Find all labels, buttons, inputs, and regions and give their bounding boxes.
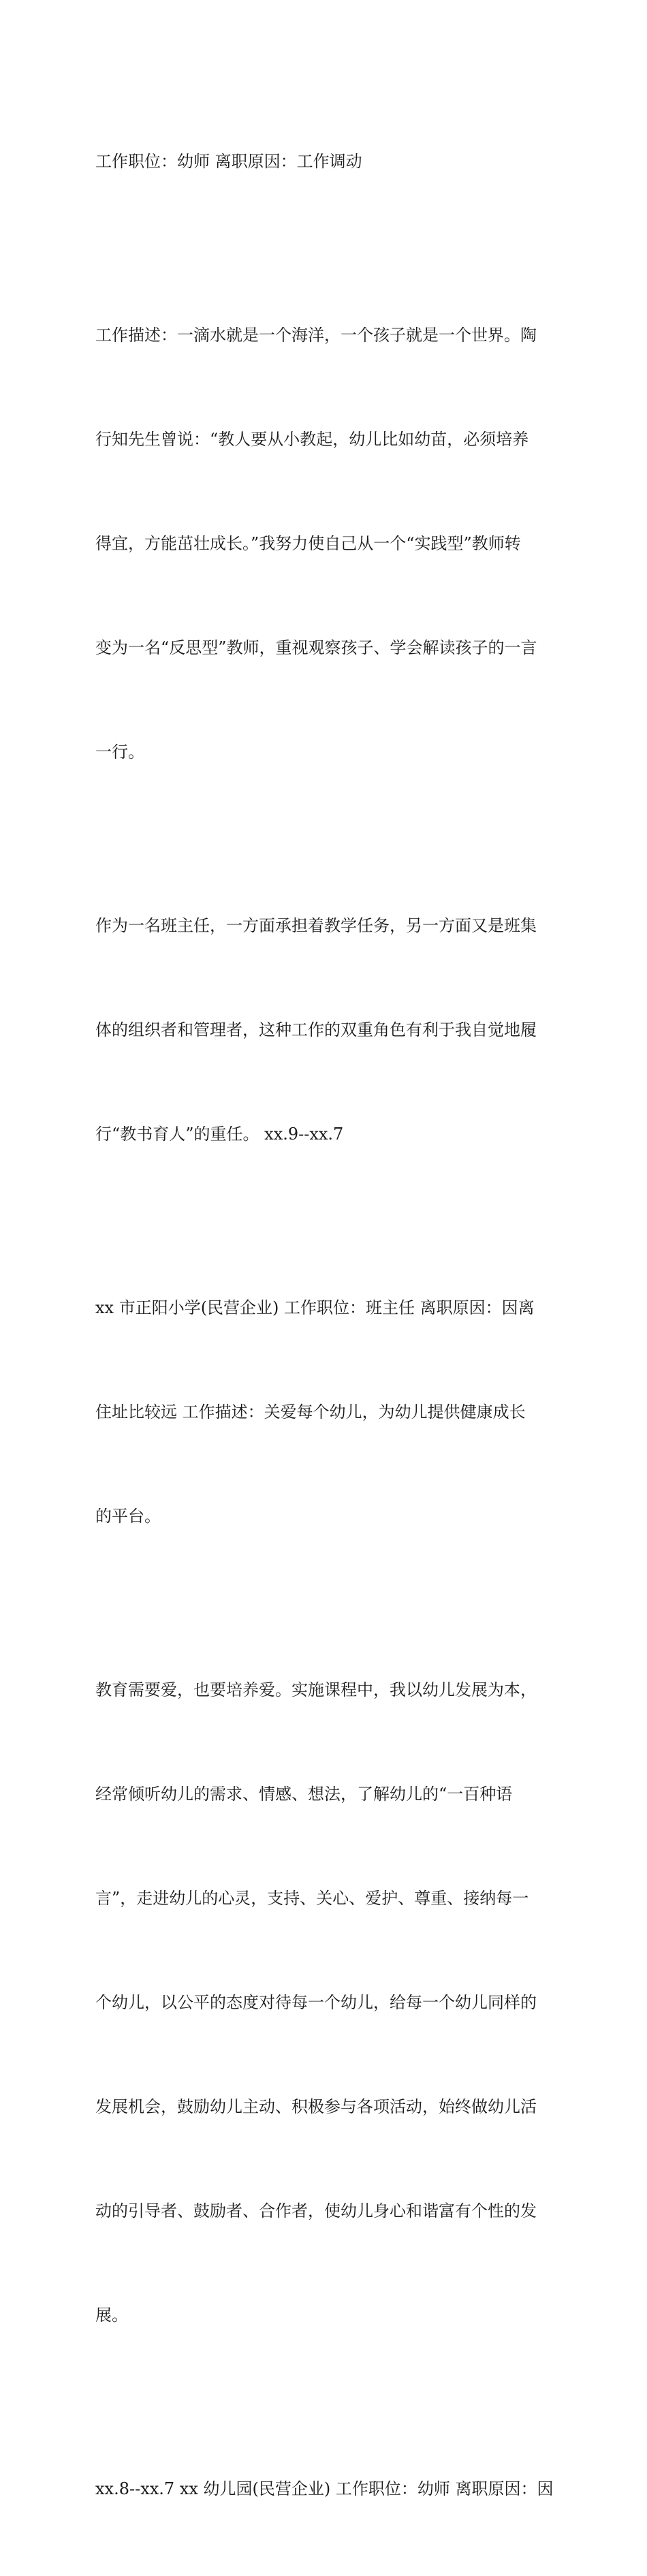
- paragraph-kindergarten: [95, 2402, 558, 2576]
- text-line: 得宜，方能茁壮成长。”我努力使自己从一个“实践型”教师转: [95, 534, 521, 553]
- paragraph-job-description: [95, 249, 558, 839]
- text-line: 变为一名“反思型”教师，重视观察孩子、学会解读孩子的一言: [95, 638, 537, 657]
- text-line: 动的引导者、鼓励者、合作者，使幼儿身心和谐富有个性的发: [95, 2201, 537, 2220]
- text-line: 工作职位：幼师 离职原因：工作调动: [95, 152, 362, 171]
- text-line: 住址比较远 工作描述：关爱每个幼儿，为幼儿提供健康成长: [95, 1402, 526, 1421]
- text-line: 经常倾听幼儿的需求、情感、想法，了解幼儿的“一百种语: [95, 1785, 513, 1804]
- text-line: 言”，走进幼儿的心灵，支持、关心、爱护、尊重、接纳每一: [95, 1889, 529, 1908]
- text-line: 行知先生曾说：“教人要从小教起，幼儿比如幼苗，必须培养: [95, 430, 529, 449]
- paragraph-zhengyang-school: [95, 1221, 558, 1603]
- paragraph-class-teacher: [95, 839, 558, 1221]
- text-line: 一行。: [95, 742, 144, 761]
- text-line: xx 市正阳小学(民营企业) 工作职位：班主任 离职原因：因离: [95, 1298, 535, 1317]
- text-line: 发展机会，鼓励幼儿主动、积极参与各项活动，始终做幼儿活: [95, 2097, 537, 2116]
- document-page: [95, 75, 558, 2576]
- text-line: 展。: [95, 2306, 128, 2325]
- text-line: 的平台。: [95, 1507, 161, 1526]
- text-line: 体的组织者和管理者，这种工作的双重角色有利于我自觉地履: [95, 1020, 537, 1039]
- text-line: 个幼儿，以公平的态度对待每一个幼儿，给每一个幼儿同样的: [95, 1993, 537, 2012]
- text-line: 行“教书育人”的重任。 xx.9--xx.7: [95, 1125, 344, 1144]
- text-line: 教育需要爱，也要培养爱。实施课程中，我以幼儿发展为本，: [95, 1680, 537, 1699]
- text-line: xx.8--xx.7 xx 幼儿园(民营企业) 工作职位：幼师 离职原因：因: [95, 2479, 554, 2498]
- paragraph-education-love: [95, 1603, 558, 2402]
- text-line: 作为一名班主任，一方面承担着教学任务，另一方面又是班集: [95, 916, 537, 935]
- text-line: 工作描述：一滴水就是一个海洋，一个孩子就是一个世界。陶: [95, 326, 537, 345]
- paragraph-job-position: [95, 75, 558, 249]
